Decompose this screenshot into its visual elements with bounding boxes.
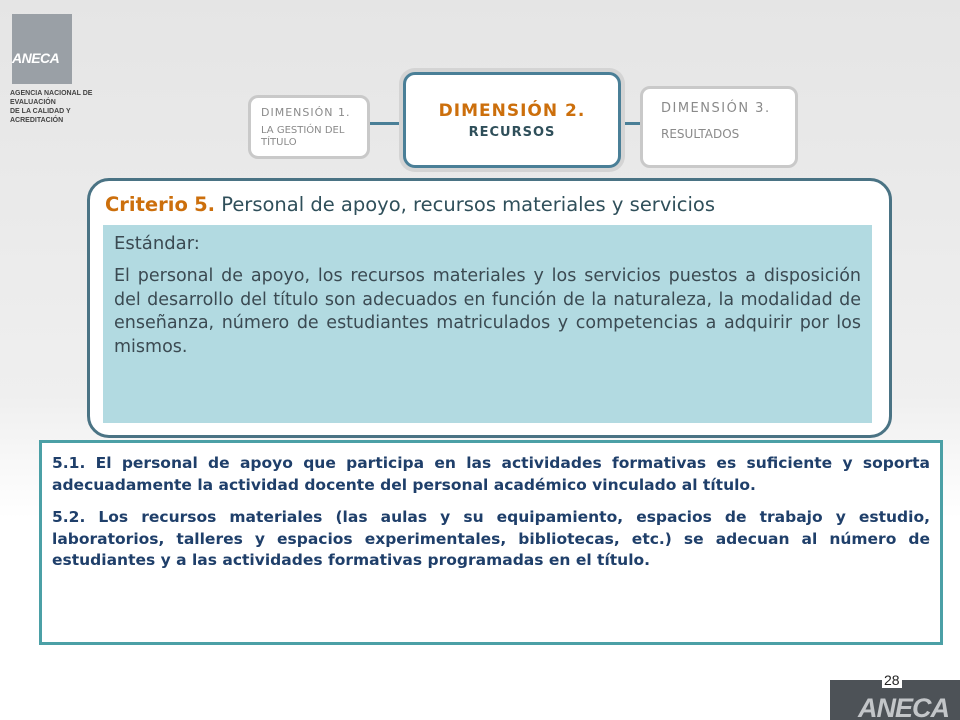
footer-logo: ANECA (858, 693, 950, 720)
agency-name (10, 89, 120, 125)
standard-box (103, 225, 872, 423)
subcriterion-5-1: 5.1. El personal de apoyo que participa en las actividades formativas es suficiente y soporta adecuadamente la actividad docente del personal académico vinculado al título. (52, 454, 930, 494)
standard-heading: Estándar: (114, 233, 200, 254)
subcriteria-box (39, 440, 943, 645)
dimension-connector-1 (370, 122, 404, 125)
dimension-connector-2 (621, 122, 641, 125)
page-number: 28 (884, 672, 900, 688)
dimension-3-box (640, 86, 798, 168)
criterion-name: Personal de apoyo, recursos materiales y servicios (221, 193, 716, 216)
dimension-3-title: DIMENSIÓN 3. (661, 101, 771, 116)
dimension-2-box (403, 72, 621, 168)
criterion-number: 5. (194, 193, 216, 216)
dimension-1-title: DIMENSIÓN 1. (261, 106, 351, 119)
dimension-2-subtitle: RECURSOS (468, 125, 556, 140)
criterion-label: Criterio (105, 193, 188, 216)
agency-line-1: AGENCIA NACIONAL DE EVALUACIÓN (10, 90, 93, 106)
dimension-1-box (248, 95, 370, 159)
subcriterion-5-2: 5.2. Los recursos materiales (las aulas y su equipamiento, espacios de trabajo y estudio, laboratorios, talleres y espacios experimentales, bibliotecas, etc.) se adecuan al número de estudiantes y a las actividades formativas programadas en el título. (52, 508, 930, 569)
criterion-title (105, 193, 715, 216)
aneca-logo-mark (12, 14, 72, 84)
dimension-3-subtitle: RESULTADOS (661, 127, 740, 141)
dimension-1-subtitle: LA GESTIÓN DEL TÍTULO (261, 125, 345, 148)
agency-line-2: DE LA CALIDAD Y ACREDITACIÓN (10, 108, 71, 124)
standard-text: El personal de apoyo, los recursos materiales y los servicios puestos a disposición del desarrollo del título son adecuados en función de la naturaleza, la modalidad de enseñanza, número de estudiantes matriculados y competencias a adquirir por los mismos. (114, 266, 861, 357)
dimension-2-title: DIMENSIÓN 2. (438, 101, 586, 121)
aneca-logo-text: ANECA (12, 50, 60, 66)
